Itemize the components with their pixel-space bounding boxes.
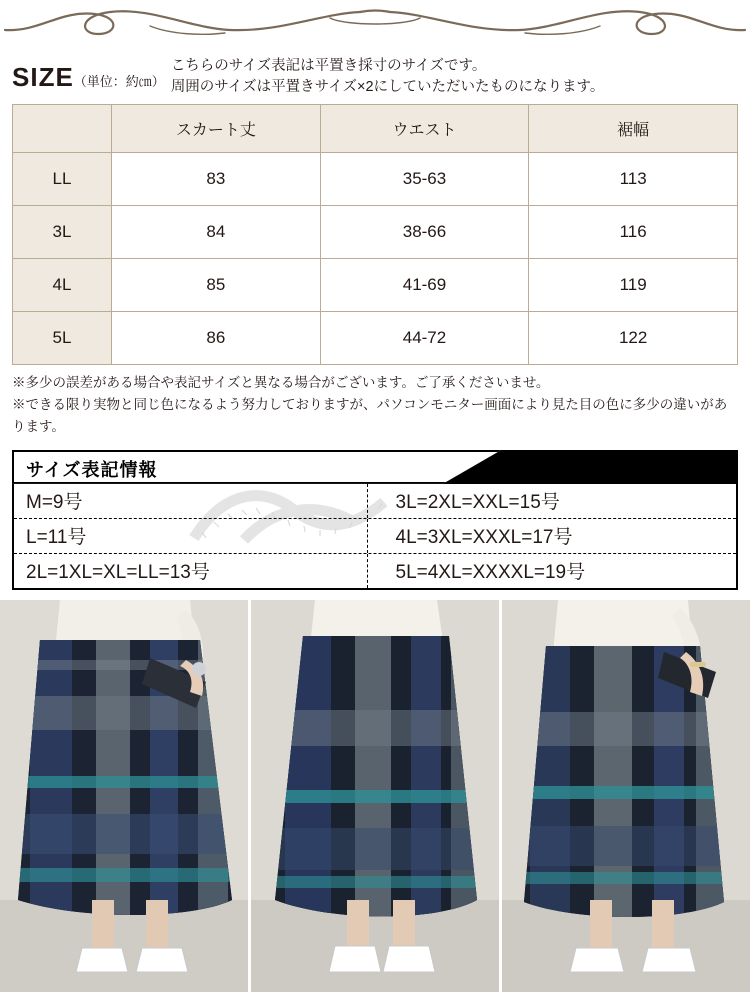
size-row-label: LL — [13, 153, 112, 206]
size-row-label: 5L — [13, 312, 112, 365]
size-cell-waist: 44-72 — [320, 312, 529, 365]
size-cell-length: 86 — [112, 312, 321, 365]
disclaimer-note-2: ※できる限り実物と同じ色になるよう努力しておりますが、パソコンモニター画面により見た目の色に多少の違いがあります。 — [12, 396, 728, 434]
size-table-col-2: ウエスト — [320, 105, 529, 153]
disclaimer-note-1: ※多少の誤差がある場合や表記サイズと異なる場合がございます。ご了承くださいませ。 — [12, 375, 550, 391]
table-row — [13, 312, 738, 365]
table-row — [13, 153, 738, 206]
size-note-line-1: こちらのサイズ表記は平置き採寸のサイズです。 — [170, 58, 487, 74]
size-cell-waist: 35-63 — [320, 153, 529, 206]
size-code-right: 4L=3XL=XXXL=17号 — [367, 519, 737, 553]
size-cell-length: 84 — [112, 206, 321, 259]
size-cell-waist: 41-69 — [320, 259, 529, 312]
size-code-right: 5L=4XL=XXXXL=19号 — [367, 554, 737, 588]
size-table-col-1: スカート丈 — [112, 105, 321, 153]
size-row-label: 4L — [13, 259, 112, 312]
disclaimer-notes — [12, 372, 738, 438]
size-cell-waist: 38-66 — [320, 206, 529, 259]
size-table-head — [13, 105, 738, 153]
size-code-left: L=11号 — [26, 527, 87, 549]
table-row — [13, 259, 738, 312]
size-note-line-2: 周囲のサイズは平置きサイズ×2にしていただいたものになります。 — [170, 79, 605, 96]
banner-label: サイズ表記情報 — [26, 459, 158, 480]
decorative-ornament — [0, 0, 750, 46]
size-title — [12, 48, 165, 93]
size-title-text: SIZE — [12, 62, 74, 92]
size-code-table — [12, 484, 738, 590]
size-cell-hem: 116 — [529, 206, 738, 259]
size-code-right: 3L=2XL=XXL=15号 — [367, 484, 737, 518]
size-cell-hem: 113 — [529, 153, 738, 206]
size-cell-hem: 119 — [529, 259, 738, 312]
product-photo-strip — [0, 600, 750, 992]
size-table-header-row — [13, 105, 738, 153]
size-table — [12, 104, 738, 365]
product-photo-3 — [502, 600, 750, 992]
size-code-left: M=9号 — [26, 492, 83, 514]
size-unit-text: （単位：約㎝） — [73, 74, 165, 89]
size-info-banner — [12, 450, 738, 484]
size-cell-hem: 122 — [529, 312, 738, 365]
size-note — [165, 48, 605, 98]
size-cell-length: 85 — [112, 259, 321, 312]
table-row — [13, 206, 738, 259]
size-code-row — [14, 553, 736, 588]
size-code-left: 2L=1XL=XL=LL=13号 — [26, 562, 210, 584]
size-table-col-0 — [13, 105, 112, 153]
size-row-label: 3L — [13, 206, 112, 259]
size-code-row — [14, 518, 736, 553]
size-table-col-3: 裾幅 — [529, 105, 738, 153]
product-photo-2 — [251, 600, 499, 992]
size-cell-length: 83 — [112, 153, 321, 206]
size-table-body — [13, 153, 738, 365]
size-code-row — [14, 484, 736, 518]
product-photo-1 — [0, 600, 248, 992]
size-heading-block — [0, 46, 750, 104]
